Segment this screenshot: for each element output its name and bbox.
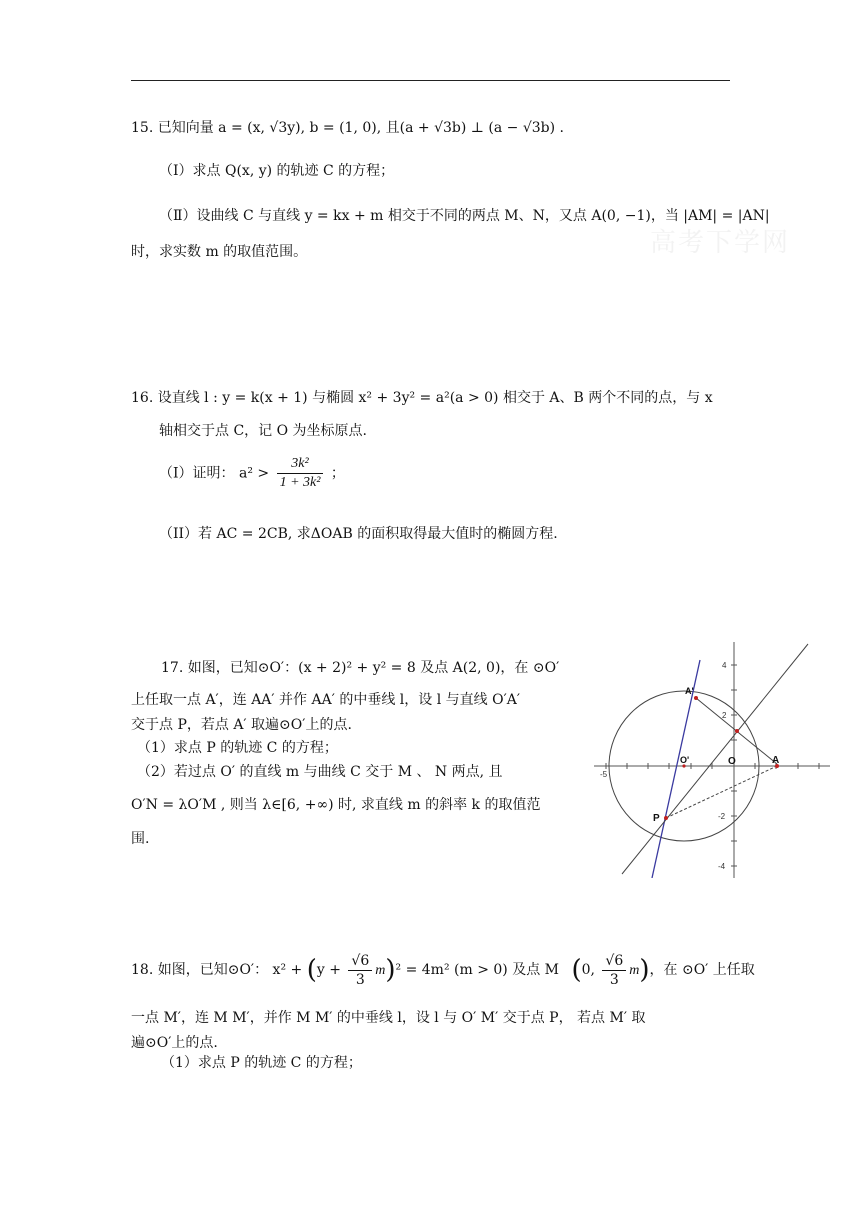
label-a: A [772, 755, 780, 766]
q17-part2-line3: 围. [131, 831, 150, 847]
q18-part1: （1）求点 P 的轨迹 C 的方程； [161, 1055, 362, 1071]
q18-line2: 一点 M′，连 M M′，并作 M M′ 的中垂线 l，设 l 与 O′ M′ 交于点 P， 若点 M′ 取 [131, 1010, 646, 1026]
q17-part1: （1）求点 P 的轨迹 C 的方程； [137, 740, 338, 756]
watermark: 高考下学网 [650, 228, 791, 258]
q15-part1: （Ⅰ）求点 Q(x, y) 的轨迹 C 的方程； [159, 163, 395, 179]
q18-line3: 遍⊙O′上的点. [131, 1035, 218, 1051]
q18-m-1: m [375, 963, 386, 978]
tick-y4: 4 [722, 661, 727, 670]
q15-stem: 15. 已知向量 a = (x, √3y), b = (1, 0), 且(a + √3b) ⊥ (a − √3b) . [131, 120, 564, 136]
q18-fraction-2-num: √6 [602, 952, 626, 971]
q16-part1 [159, 455, 345, 492]
q17-line3: 交于点 P，若点 A′ 取遍⊙O′上的点. [131, 717, 352, 733]
q17-line2: 上任取一点 A′，连 AA′ 并作 AA′ 的中垂线 l，设 l 与直线 O′A′ [131, 692, 521, 708]
q18-fraction-1 [348, 952, 372, 989]
point-a-prime [694, 696, 698, 700]
q18-m-2: m [629, 963, 640, 978]
q16-part1-fraction [277, 455, 324, 492]
point-mid [735, 729, 739, 733]
perpendicular-bisector-l [622, 644, 808, 874]
q16-fraction-numerator: 3k² [277, 455, 324, 474]
q16-part1-suffix: ； [330, 465, 345, 482]
q17-figure [594, 640, 830, 878]
q16-part2: （II）若 AC = 2CB, 求ΔOAB 的面积取得最大值时的椭圆方程. [159, 526, 558, 542]
tick-y-neg2: -2 [718, 812, 726, 821]
q18-line1-prefix: 18. 如图，已知⊙O′： x² + [131, 962, 303, 978]
q18-pt-a: 0, [581, 962, 595, 978]
tick-x-neg5: -5 [600, 770, 608, 779]
label-o-prime: O' [680, 755, 690, 765]
q15-part2-line2: 时，求实数 m 的取值范围。 [131, 244, 308, 260]
q18-paren-open-2: ( [571, 955, 582, 985]
q17-line1: 17. 如图，已知⊙O′：(x + 2)² + y² = 8 及点 A(2, 0)，在 ⊙O′ [161, 660, 560, 676]
q18-fraction-1-num: √6 [348, 952, 372, 971]
segment-p-a-dashed [666, 766, 777, 818]
q18-fraction-2 [602, 952, 626, 989]
q18-paren-a: y + [316, 962, 341, 978]
q16-fraction-denominator: 1 + 3k² [279, 475, 321, 490]
label-o: O [728, 756, 736, 767]
q18-line1-suffix: ，在 ⊙O′ 上任取 [649, 962, 755, 978]
q18-fraction-2-den: 3 [609, 971, 619, 988]
q15-part2-line1: （Ⅱ）设曲线 C 与直线 y = kx + m 相交于不同的两点 M、N，又点 A(0, −1)，当 |AM| = |AN| [159, 208, 770, 224]
label-a-prime: A' [685, 686, 694, 696]
q17-part2-line1: （2）若过点 O′ 的直线 m 与曲线 C 交于 M 、 N 两点, 且 [137, 764, 503, 780]
q18-line1-mid: ² = 4m² (m > 0) 及点 M [395, 962, 559, 978]
q16-stem-line1: 16. 设直线 l : y = k(x + 1) 与椭圆 x² + 3y² = a²(a > 0) 相交于 A、B 两个不同的点，与 x [131, 390, 713, 406]
tick-y-neg4: -4 [718, 862, 726, 871]
q16-stem-line2: 轴相交于点 C，记 O 为坐标原点. [159, 423, 367, 439]
q16-part1-prefix: （I）证明： a² > [159, 465, 270, 482]
point-p [664, 816, 668, 820]
q18-fraction-1-den: 3 [355, 971, 365, 988]
q18-paren-close-1: ) [385, 955, 396, 985]
tick-y2: 2 [722, 711, 727, 720]
label-p: P [653, 813, 660, 824]
q18-paren-open-1: ( [306, 955, 317, 985]
q18-line1 [131, 950, 755, 991]
header-rule [131, 80, 730, 81]
q17-part2-line2: O′N = λO′M , 则当 λ∈[6, +∞) 时, 求直线 m 的斜率 k 的取值范 [131, 797, 541, 813]
q18-paren-close-2: ) [639, 955, 650, 985]
